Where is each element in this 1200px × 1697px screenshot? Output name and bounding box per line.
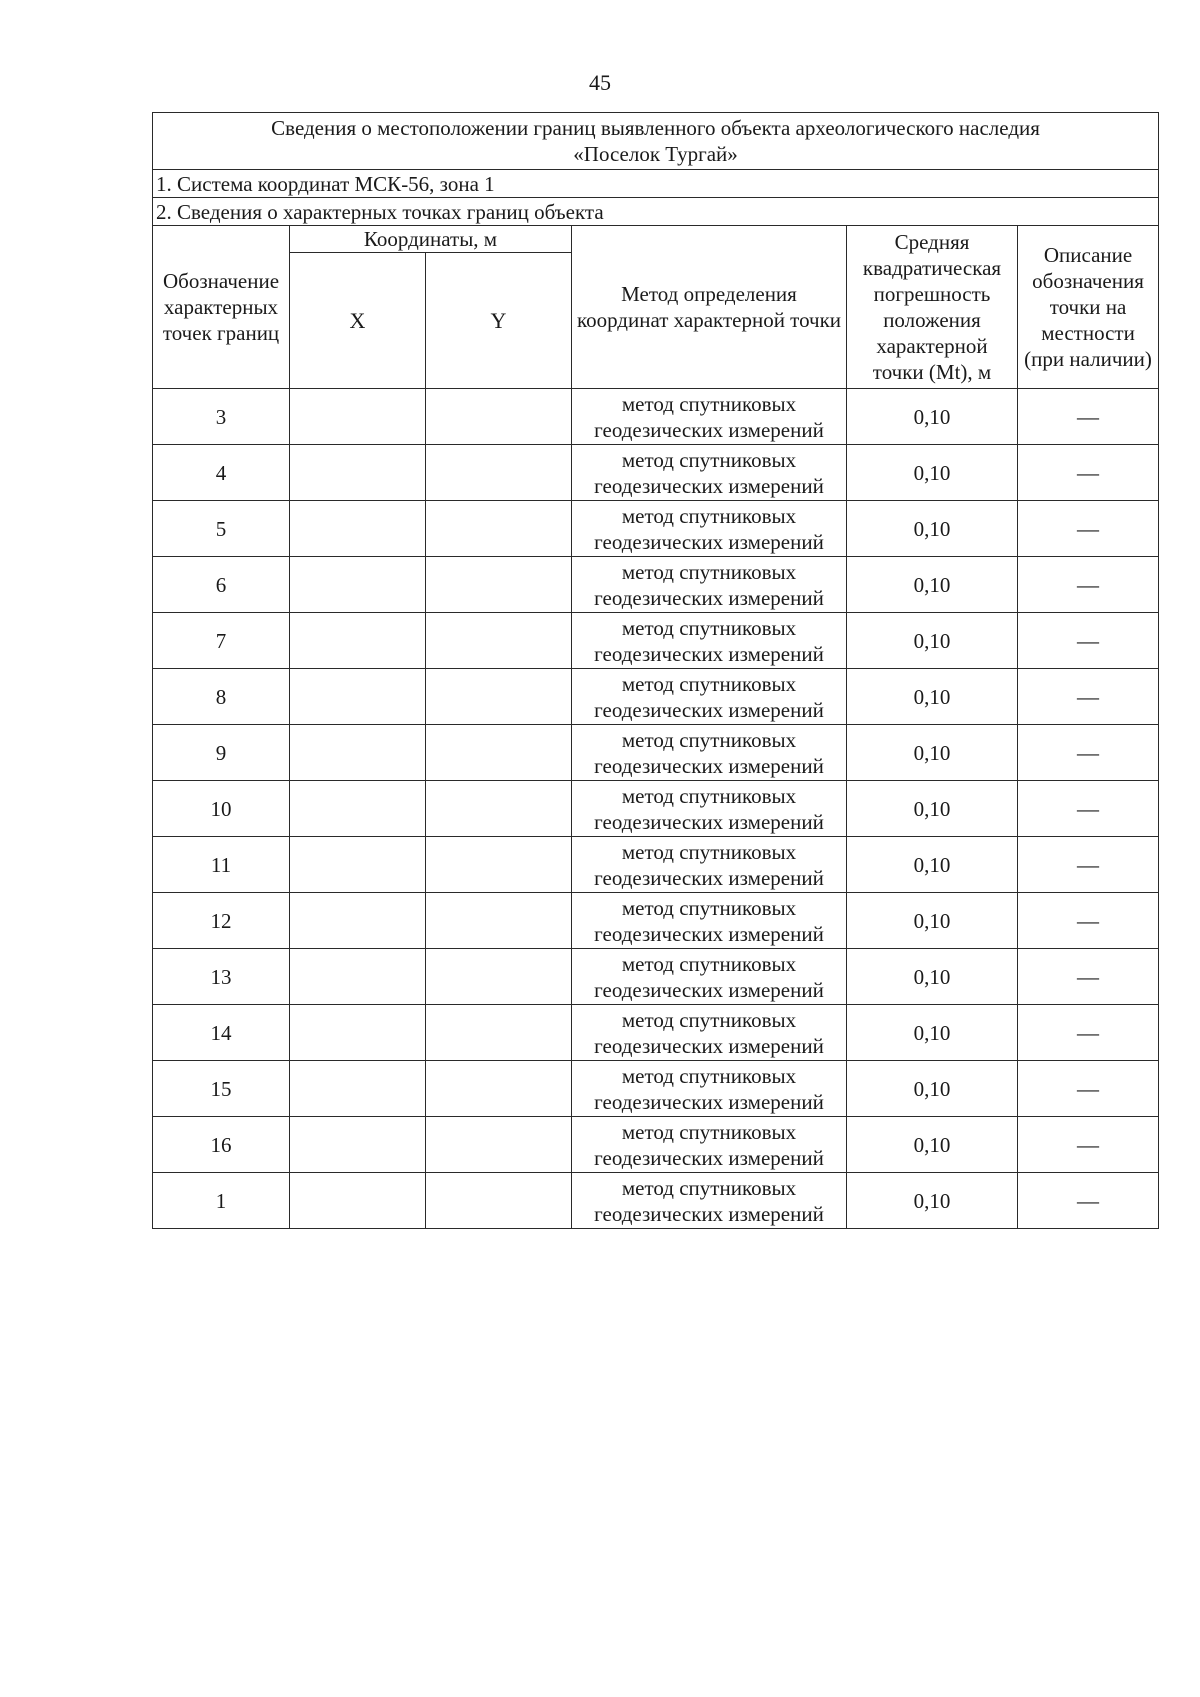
x-coordinate-cell (290, 837, 426, 893)
coordinate-system-info: 1. Система координат МСК-56, зона 1 (153, 170, 1159, 198)
method-line1: метод спутниковых (621, 1007, 797, 1032)
x-coordinate-cell (290, 893, 426, 949)
x-coordinate-cell (290, 501, 426, 557)
x-coordinate-cell (290, 1061, 426, 1117)
boundary-points-table (152, 112, 1159, 1229)
header-x: X (290, 253, 426, 389)
x-coordinate-cell (290, 949, 426, 1005)
accuracy-cell: 0,10 (847, 613, 1018, 669)
method-line2: геодезических измерений (594, 473, 824, 498)
description-cell: — (1018, 1005, 1159, 1061)
table-row (153, 1061, 1159, 1117)
method-line1: метод спутниковых (621, 671, 797, 696)
point-id-cell: 11 (153, 837, 290, 893)
table-row (153, 725, 1159, 781)
y-coordinate-cell (426, 389, 572, 445)
header-description: Описание обозначения точки на местности (при наличии) (1018, 226, 1159, 389)
method-line2: геодезических измерений (594, 1145, 824, 1170)
description-cell: — (1018, 501, 1159, 557)
point-id-cell: 1 (153, 1173, 290, 1229)
method-line1: метод спутниковых (621, 783, 797, 808)
method-cell (572, 949, 847, 1005)
accuracy-cell: 0,10 (847, 1061, 1018, 1117)
point-id-cell: 16 (153, 1117, 290, 1173)
method-line2: геодезических измерений (594, 1089, 824, 1114)
point-id-cell: 7 (153, 613, 290, 669)
description-cell: — (1018, 781, 1159, 837)
table-row (153, 893, 1159, 949)
table-row (153, 1117, 1159, 1173)
accuracy-cell: 0,10 (847, 1117, 1018, 1173)
accuracy-cell: 0,10 (847, 837, 1018, 893)
description-cell: — (1018, 725, 1159, 781)
accuracy-cell: 0,10 (847, 725, 1018, 781)
y-coordinate-cell (426, 669, 572, 725)
method-cell (572, 1117, 847, 1173)
x-coordinate-cell (290, 389, 426, 445)
description-cell: — (1018, 1117, 1159, 1173)
header-accuracy: Средняя квадратическая погрешность положения характерной точки (Mt), м (847, 226, 1018, 389)
method-cell (572, 389, 847, 445)
point-id-cell: 10 (153, 781, 290, 837)
x-coordinate-cell (290, 613, 426, 669)
accuracy-cell: 0,10 (847, 949, 1018, 1005)
y-coordinate-cell (426, 837, 572, 893)
method-cell (572, 1061, 847, 1117)
point-id-cell: 9 (153, 725, 290, 781)
y-coordinate-cell (426, 557, 572, 613)
point-id-cell: 5 (153, 501, 290, 557)
header-method: Метод определения координат характерной точки (572, 226, 847, 389)
page-number: 45 (589, 70, 611, 95)
table-row (153, 1005, 1159, 1061)
point-id-cell: 15 (153, 1061, 290, 1117)
description-cell: — (1018, 837, 1159, 893)
point-id-cell: 6 (153, 557, 290, 613)
description-cell: — (1018, 1061, 1159, 1117)
table-row (153, 669, 1159, 725)
method-line2: геодезических измерений (594, 529, 824, 554)
header-coordinates: Координаты, м (290, 226, 572, 253)
method-cell (572, 669, 847, 725)
method-line2: геодезических измерений (594, 1033, 824, 1058)
method-line1: метод спутниковых (621, 1175, 797, 1200)
table-title-row (153, 113, 1159, 170)
description-cell: — (1018, 949, 1159, 1005)
y-coordinate-cell (426, 1117, 572, 1173)
x-coordinate-cell (290, 445, 426, 501)
point-id-cell: 4 (153, 445, 290, 501)
table-title (153, 113, 1159, 170)
method-line1: метод спутниковых (621, 615, 797, 640)
description-cell: — (1018, 613, 1159, 669)
method-line2: геодезических измерений (594, 977, 824, 1002)
accuracy-cell: 0,10 (847, 1173, 1018, 1229)
header-y: Y (426, 253, 572, 389)
method-line2: геодезических измерений (594, 697, 824, 722)
method-line1: метод спутниковых (621, 895, 797, 920)
table-title-line2: «Поселок Тургай» (573, 142, 738, 166)
method-line1: метод спутниковых (621, 727, 797, 752)
x-coordinate-cell (290, 1173, 426, 1229)
accuracy-cell: 0,10 (847, 893, 1018, 949)
method-line1: метод спутниковых (621, 559, 797, 584)
table-row (153, 389, 1159, 445)
method-cell (572, 837, 847, 893)
y-coordinate-cell (426, 949, 572, 1005)
description-cell: — (1018, 893, 1159, 949)
table-title-line1: Сведения о местоположении границ выявленного объекта археологического наследия (271, 116, 1040, 140)
y-coordinate-cell (426, 725, 572, 781)
method-line2: геодезических измерений (594, 1201, 824, 1226)
table-row (153, 557, 1159, 613)
table-row (153, 1173, 1159, 1229)
x-coordinate-cell (290, 1005, 426, 1061)
method-line2: геодезических измерений (594, 417, 824, 442)
y-coordinate-cell (426, 1061, 572, 1117)
section1-row (153, 170, 1159, 198)
description-cell: — (1018, 669, 1159, 725)
table-row (153, 837, 1159, 893)
x-coordinate-cell (290, 669, 426, 725)
accuracy-cell: 0,10 (847, 557, 1018, 613)
description-cell: — (1018, 445, 1159, 501)
method-line2: геодезических измерений (594, 641, 824, 666)
point-id-cell: 3 (153, 389, 290, 445)
x-coordinate-cell (290, 557, 426, 613)
y-coordinate-cell (426, 781, 572, 837)
method-line2: геодезических измерений (594, 865, 824, 890)
point-id-cell: 14 (153, 1005, 290, 1061)
method-cell (572, 1005, 847, 1061)
table-row (153, 613, 1159, 669)
header-row-1 (153, 226, 1159, 253)
point-id-cell: 13 (153, 949, 290, 1005)
method-cell (572, 781, 847, 837)
method-line1: метод спутниковых (621, 391, 797, 416)
method-line2: геодезических измерений (594, 809, 824, 834)
y-coordinate-cell (426, 1005, 572, 1061)
table-row (153, 949, 1159, 1005)
header-point-designation: Обозначение характерных точек границ (153, 226, 290, 389)
method-cell (572, 613, 847, 669)
method-cell (572, 1173, 847, 1229)
method-cell (572, 893, 847, 949)
method-line1: метод спутниковых (621, 1063, 797, 1088)
method-line1: метод спутниковых (621, 447, 797, 472)
x-coordinate-cell (290, 725, 426, 781)
method-cell (572, 557, 847, 613)
y-coordinate-cell (426, 445, 572, 501)
accuracy-cell: 0,10 (847, 781, 1018, 837)
y-coordinate-cell (426, 1173, 572, 1229)
table-row (153, 445, 1159, 501)
description-cell: — (1018, 1173, 1159, 1229)
accuracy-cell: 0,10 (847, 669, 1018, 725)
accuracy-cell: 0,10 (847, 501, 1018, 557)
method-cell (572, 725, 847, 781)
point-id-cell: 12 (153, 893, 290, 949)
method-line1: метод спутниковых (621, 839, 797, 864)
x-coordinate-cell (290, 781, 426, 837)
table-row (153, 781, 1159, 837)
method-cell (572, 501, 847, 557)
method-line2: геодезических измерений (594, 585, 824, 610)
description-cell: — (1018, 557, 1159, 613)
method-line1: метод спутниковых (621, 951, 797, 976)
accuracy-cell: 0,10 (847, 389, 1018, 445)
accuracy-cell: 0,10 (847, 1005, 1018, 1061)
table-row (153, 501, 1159, 557)
description-cell: — (1018, 389, 1159, 445)
y-coordinate-cell (426, 893, 572, 949)
points-info-heading: 2. Сведения о характерных точках границ объекта (153, 198, 1159, 226)
x-coordinate-cell (290, 1117, 426, 1173)
method-cell (572, 445, 847, 501)
method-line2: геодезических измерений (594, 921, 824, 946)
accuracy-cell: 0,10 (847, 445, 1018, 501)
section2-row (153, 198, 1159, 226)
point-id-cell: 8 (153, 669, 290, 725)
method-line1: метод спутниковых (621, 503, 797, 528)
method-line2: геодезических измерений (594, 753, 824, 778)
method-line1: метод спутниковых (621, 1119, 797, 1144)
y-coordinate-cell (426, 501, 572, 557)
y-coordinate-cell (426, 613, 572, 669)
